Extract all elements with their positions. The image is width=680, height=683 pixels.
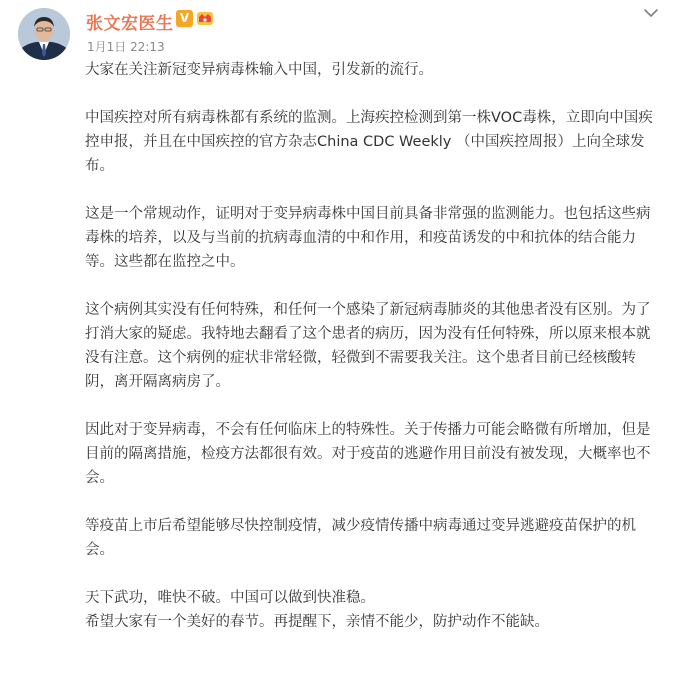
vip-member-icon[interactable]: [196, 9, 214, 27]
post-paragraph: 因此对于变异病毒，不会有任何临床上的特殊性。关于传播力可能会略微有所增加，但是目前的隔离措施，检疫方法都很有效。对于疫苗的逃避作用目前没有被发现，大概率也不会。: [85, 422, 651, 486]
post-paragraph: 希望大家有一个美好的春节。再提醒下，亲情不能少，防护动作不能缺。: [85, 614, 549, 630]
chevron-down-icon[interactable]: [638, 2, 664, 24]
post-paragraph: 天下武功，唯快不破。中国可以做到快准稳。: [85, 590, 375, 606]
post-paragraph: 大家在关注新冠变异病毒株输入中国，引发新的流行。: [85, 62, 433, 78]
verified-v-icon: V: [176, 10, 193, 27]
avatar[interactable]: [18, 8, 70, 60]
avatar-portrait-icon: [18, 8, 70, 60]
post-paragraph: 这个病例其实没有任何特殊，和任何一个感染了新冠病毒肺炎的其他患者没有区别。为了打消大家的疑虑。我特地去翻看了这个患者的病历，因为没有任何特殊，所以原来根本就没有注意。这个病例的症状非常轻微，轻微到不需要我关注。这个患者目前已经核酸转阴，离开隔离病房了。: [85, 302, 651, 390]
author-name[interactable]: 张文宏医生: [86, 14, 174, 34]
post-timestamp[interactable]: 1月1日 22:13: [87, 40, 165, 54]
post-paragraph: 这是一个常规动作，证明对于变异病毒株中国目前具备非常强的监测能力。也包括这些病毒株的培养，以及与当前的抗病毒血清的中和作用，和疫苗诱发的中和抗体的结合能力等。这些都在监控之中。: [85, 206, 651, 270]
post-paragraph: 中国疾控对所有病毒株都有系统的监测。上海疾控检测到第一株VOC毒株，立即向中国疾控申报，并且在中国疾控的官方杂志China CDC Weekly （中国疾控周报）上向全球发布。: [85, 110, 653, 174]
post-body: [85, 58, 660, 634]
post-paragraph: 等疫苗上市后希望能够尽快控制疫情，减少疫情传播中病毒通过变异逃避疫苗保护的机会。: [85, 518, 636, 558]
